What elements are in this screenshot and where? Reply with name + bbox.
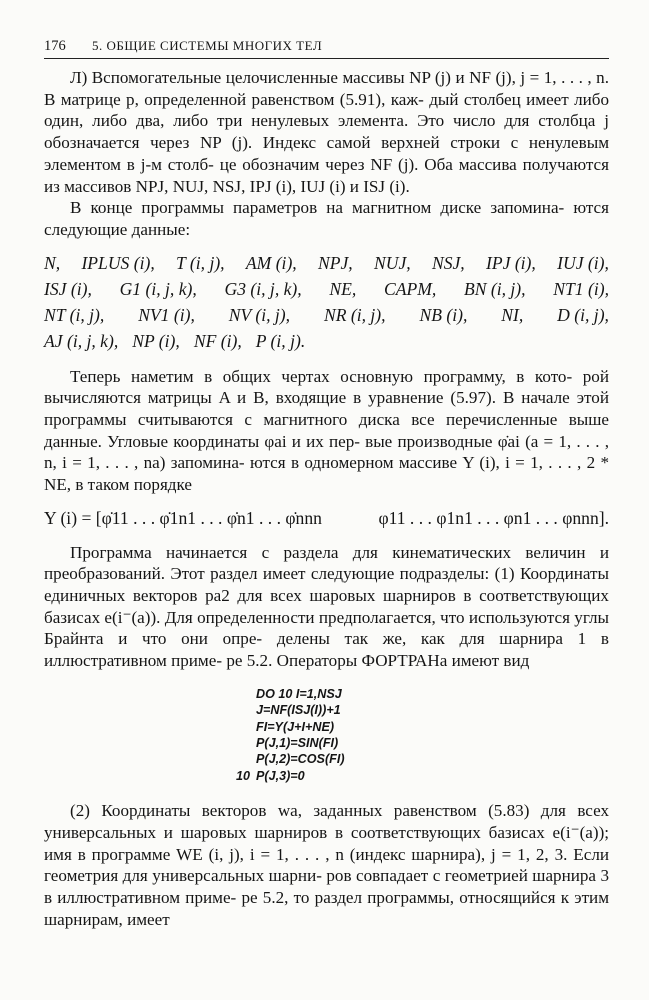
data-item: NR (i, j), <box>323 304 386 325</box>
text-line: j = 1, . . . , n. В матрице p, определенной равенством (5.91), каж- <box>44 68 609 109</box>
data-item: IPJ (i), <box>486 252 536 273</box>
data-item: NV1 (i), <box>138 304 195 325</box>
text-line: вые производные φ̇ai (a = 1, . . . , n, i = 1, . . . , na) запомина- <box>44 431 609 473</box>
data-item: AJ (i, j, k), <box>44 330 119 351</box>
data-list-row <box>44 276 609 302</box>
code-line <box>256 702 609 718</box>
code-text: DO 10 I=1,NSJ <box>256 686 342 701</box>
data-list-row <box>44 302 609 328</box>
data-item: D (i, j), <box>557 304 609 325</box>
formula-part: Y (i) = [φ̇11 . . . φ̇1n1 . . . φ̇n1 . . . φ̇nnn <box>44 507 322 528</box>
text-line: рой вычисляются матрицы A и B, входящие в уравнение (5.97). <box>44 366 609 408</box>
stored-data-list <box>44 250 609 354</box>
paragraph-auxiliary-arrays <box>44 67 609 197</box>
text-line: (2) Координаты векторов wa, заданных равенством (5.83) для <box>70 801 566 821</box>
text-line: дый столбец имеет либо один, либо два, либо три ненулевых <box>44 89 609 131</box>
text-line: перечисленные выше данные. Угловые координаты φai и их пер- <box>44 410 610 451</box>
text-line: ются в одномерном массиве Y (i), i = 1, . . . , 2 * NE, в таком <box>44 453 609 495</box>
text-line: В конце программы параметров на магнитном диске запомина- <box>70 198 565 218</box>
data-item: T (i, j), <box>176 252 225 273</box>
data-item: ISJ (i), <box>44 278 92 299</box>
text-line: Программа начинается с раздела для кинематических величин <box>70 542 586 562</box>
code-text: P(J,3)=0 <box>256 768 305 783</box>
book-page <box>44 38 609 930</box>
text-line: Индекс самой верхней строки с ненулевым элементом в j-м столб- <box>44 133 610 174</box>
text-line: Л) Вспомогательные целочисленные массивы NP (j) и NF (j), <box>70 68 516 87</box>
data-item: NPJ, <box>318 252 353 273</box>
data-item: IPLUS (i), <box>81 252 155 273</box>
text-line: ются следующие данные: <box>44 198 610 239</box>
data-item: NSJ, <box>431 252 465 273</box>
data-list-row <box>44 328 609 354</box>
data-item: N, <box>44 252 61 273</box>
code-line <box>256 719 609 735</box>
page-number: 176 <box>44 38 66 54</box>
text-line: В начале этой программы считываются с магнитного диска все <box>44 388 609 430</box>
data-item: NI, <box>501 304 524 325</box>
text-line: (1) Координаты единичных векторов pa2 для всех шаровых <box>44 564 610 605</box>
data-item: P (i, j). <box>255 330 306 351</box>
paragraph-stored-data-intro <box>44 197 609 240</box>
data-item: NB (i), <box>419 304 468 325</box>
data-item: IUJ (i), <box>557 252 609 273</box>
data-item: NE, <box>329 278 357 299</box>
text-line: делены так же, как для шарнира 1 в иллюстративном приме- <box>44 629 609 671</box>
text-line: порядке <box>133 475 192 495</box>
data-list-row <box>44 250 609 276</box>
code-text: J=NF(ISJ(I))+1 <box>256 703 341 718</box>
text-line: ре 5.2, то раздел программы, относящийся к этим шарнирам, имеет <box>44 888 610 929</box>
array-y-formula <box>44 508 609 530</box>
data-item: NP (i), <box>132 330 180 351</box>
paragraph-vectors-w <box>44 800 609 930</box>
data-item: G3 (i, j, k), <box>224 278 302 299</box>
text-line: це обозначим через NF (j). Оба массива получаются из массивов <box>44 154 609 196</box>
text-line: базисах e(i⁻(a)); имя в программе WE (i, j), i = 1, . . . , n (индекс <box>44 822 610 864</box>
paragraph-main-program <box>44 366 609 496</box>
text-line: ре 5.2. Операторы ФОРТРАНа имеют вид <box>226 651 530 671</box>
data-item: NF (i), <box>193 330 242 351</box>
text-line: предполагается, что используются углы Брайнта и что они опре- <box>44 607 609 649</box>
data-item: NT1 (i), <box>553 278 609 299</box>
fortran-code-block <box>236 686 609 784</box>
data-item: AM (i), <box>245 252 297 273</box>
text-line: элемента. Это число для столбца j обозначается через NP (j). <box>44 111 609 153</box>
text-line: всех универсальных и шаровых шарниров в соответствующих <box>44 801 609 842</box>
code-text: P(J,1)=SIN(FI) <box>256 735 339 750</box>
code-text: P(J,2)=COS(FI) <box>256 752 345 767</box>
text-line: шарниров в соответствующих базисах e(i⁻(a)). Для определенности <box>44 585 609 627</box>
code-line: 10 P(J,3)=0 <box>236 768 305 783</box>
text-line: шарнира), j = 1, 2, 3. Если геометрия для универсальных шарни- <box>44 844 609 886</box>
data-item: BN (i, j), <box>463 278 526 299</box>
text-line: NPJ, NUJ, NSJ, IPJ (i), IUJ (i) и ISJ (i). <box>135 176 410 196</box>
data-item: CAPM, <box>383 278 437 299</box>
text-line: ров совпадает с геометрией шарнира 3 в иллюстративном приме- <box>44 866 609 908</box>
code-line <box>256 686 609 702</box>
text-line: Теперь наметим в общих чертах основную программу, в кото- <box>70 366 573 386</box>
text-line: и преобразований. Этот раздел имеет следующие подразделы: <box>44 542 609 584</box>
data-item: G1 (i, j, k), <box>119 278 197 299</box>
code-line <box>256 751 609 767</box>
running-header <box>44 38 609 59</box>
data-item: NV (i, j), <box>228 304 291 325</box>
paragraph-kinematics <box>44 542 609 672</box>
data-item: NUJ, <box>374 252 411 273</box>
data-item: NT (i, j), <box>44 304 105 325</box>
code-text: FI=Y(J+I+NE) <box>256 719 335 734</box>
formula-part: φ11 . . . φ1n1 . . . φn1 . . . φnnn]. <box>378 507 609 528</box>
page-body <box>44 67 609 930</box>
chapter-title: 5. ОБЩИЕ СИСТЕМЫ МНОГИХ ТЕЛ <box>92 38 323 53</box>
code-line <box>256 735 609 751</box>
